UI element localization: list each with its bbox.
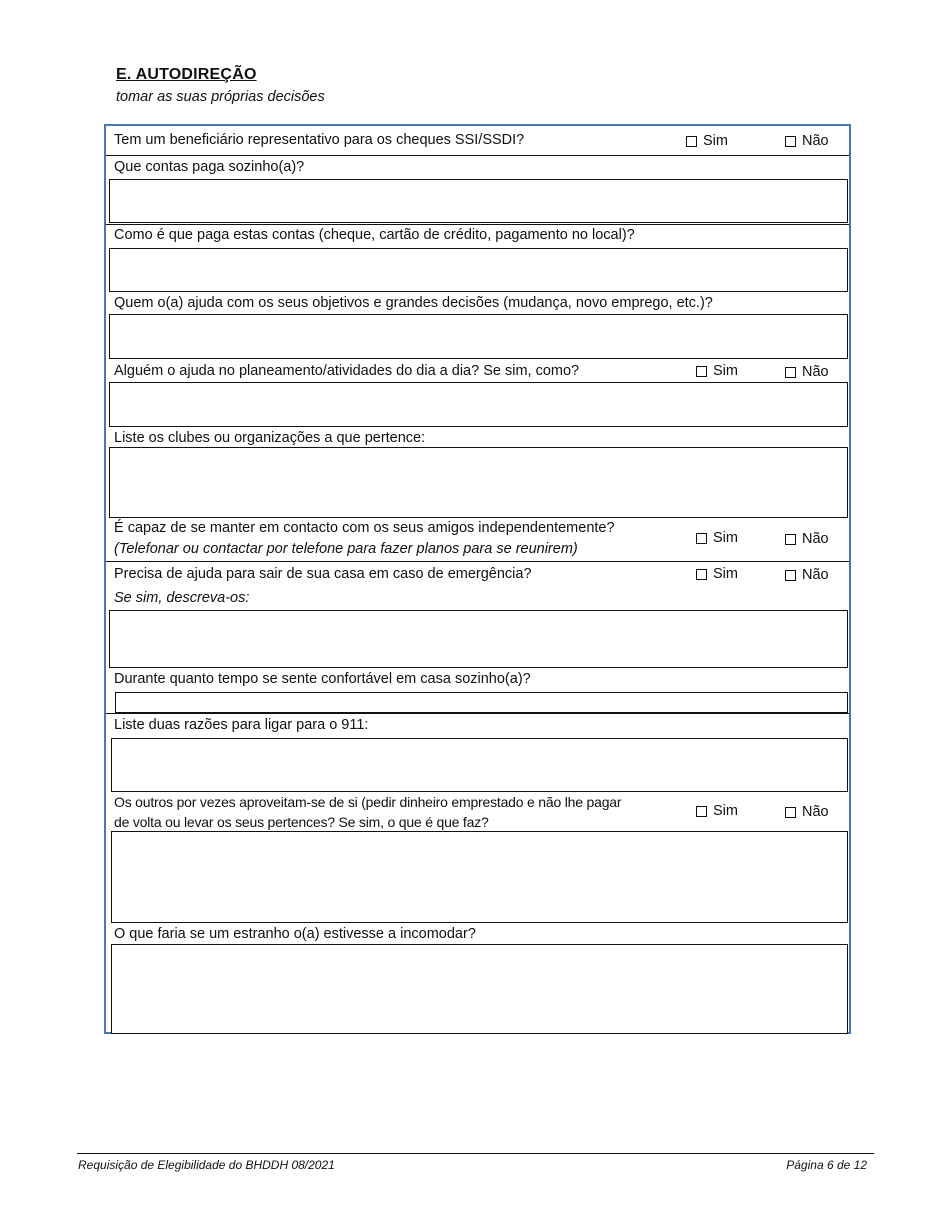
checkbox-q1-no[interactable]: Não: [785, 131, 829, 151]
answer-field-q8[interactable]: [109, 610, 848, 668]
question-keep-in-touch-note: (Telefonar ou contactar por telefone para fazer planos para se reunirem): [114, 541, 578, 557]
checkbox-q5-no[interactable]: Não: [785, 362, 829, 382]
question-daily-planning-help: Alguém o ajuda no planeamento/atividades do dia a dia? Se sim, como?: [114, 363, 580, 379]
question-emergency-describe: Se sim, descreva-os:: [114, 590, 250, 606]
checkbox-square-icon: [785, 807, 796, 818]
checkbox-q7-yes[interactable]: Sim: [696, 528, 738, 548]
checkbox-square-icon: [785, 367, 796, 378]
checkbox-q8-yes[interactable]: Sim: [696, 564, 738, 584]
answer-field-q3[interactable]: [109, 248, 848, 292]
section-title: E. AUTODIREÇÃO: [116, 66, 257, 83]
question-clubs-organizations: Liste os clubes ou organizações a que pertence:: [114, 430, 426, 446]
checkbox-square-icon: [785, 570, 796, 581]
question-stranger-bothering: O que faria se um estranho o(a) estivesse a incomodar?: [114, 926, 476, 942]
footer-page-number: Página 6 de 12: [786, 1158, 867, 1172]
question-taken-advantage-line1: Os outros por vezes aproveitam-se de si (pedir dinheiro emprestado e não lhe pagar: [114, 794, 622, 810]
answer-field-q6[interactable]: [109, 447, 848, 518]
question-representative-payee: Tem um beneficiário representativo para os cheques SSI/SSDI?: [114, 132, 525, 148]
question-comfortable-alone-duration: Durante quanto tempo se sente confortável em casa sozinho(a)?: [114, 671, 531, 687]
question-help-with-decisions: Quem o(a) ajuda com os seus objetivos e grandes decisões (mudança, novo emprego, etc.)?: [114, 295, 713, 311]
checkbox-square-icon: [696, 366, 707, 377]
question-how-pay-bills: Como é que paga estas contas (cheque, cartão de crédito, pagamento no local)?: [114, 227, 635, 243]
question-emergency-exit-help: Precisa de ajuda para sair de sua casa em caso de emergência?: [114, 566, 532, 582]
checkbox-q5-yes[interactable]: Sim: [696, 361, 738, 381]
answer-field-q11[interactable]: [111, 831, 848, 923]
checkbox-q1-yes[interactable]: Sim: [686, 131, 728, 151]
question-taken-advantage-line2: de volta ou levar os seus pertences? Se sim, o que é que faz?: [114, 814, 489, 830]
checkbox-q8-no[interactable]: Não: [785, 565, 829, 585]
form-container: [104, 124, 851, 1034]
checkbox-q11-yes[interactable]: Sim: [696, 801, 738, 821]
answer-field-q12[interactable]: [111, 944, 848, 1034]
answer-field-q5[interactable]: [109, 382, 848, 427]
checkbox-q11-no[interactable]: Não: [785, 802, 829, 822]
footer-document-name: Requisição de Elegibilidade do BHDDH 08/2021: [78, 1158, 335, 1172]
answer-field-q4[interactable]: [109, 314, 848, 359]
answer-field-q2[interactable]: [109, 179, 848, 223]
checkbox-square-icon: [696, 569, 707, 580]
question-keep-in-touch-friends: É capaz de se manter em contacto com os seus amigos independentemente?: [114, 520, 615, 536]
answer-field-q9[interactable]: [115, 692, 848, 713]
question-reasons-call-911: Liste duas razões para ligar para o 911:: [114, 717, 369, 733]
checkbox-square-icon: [785, 136, 796, 147]
checkbox-q7-no[interactable]: Não: [785, 529, 829, 549]
checkbox-square-icon: [686, 136, 697, 147]
question-bills-paid-alone: Que contas paga sozinho(a)?: [114, 159, 305, 175]
checkbox-square-icon: [696, 533, 707, 544]
footer-divider: [77, 1153, 874, 1154]
checkbox-square-icon: [696, 806, 707, 817]
section-subtitle: tomar as suas próprias decisões: [116, 89, 325, 105]
checkbox-square-icon: [785, 534, 796, 545]
answer-field-q10[interactable]: [111, 738, 848, 792]
